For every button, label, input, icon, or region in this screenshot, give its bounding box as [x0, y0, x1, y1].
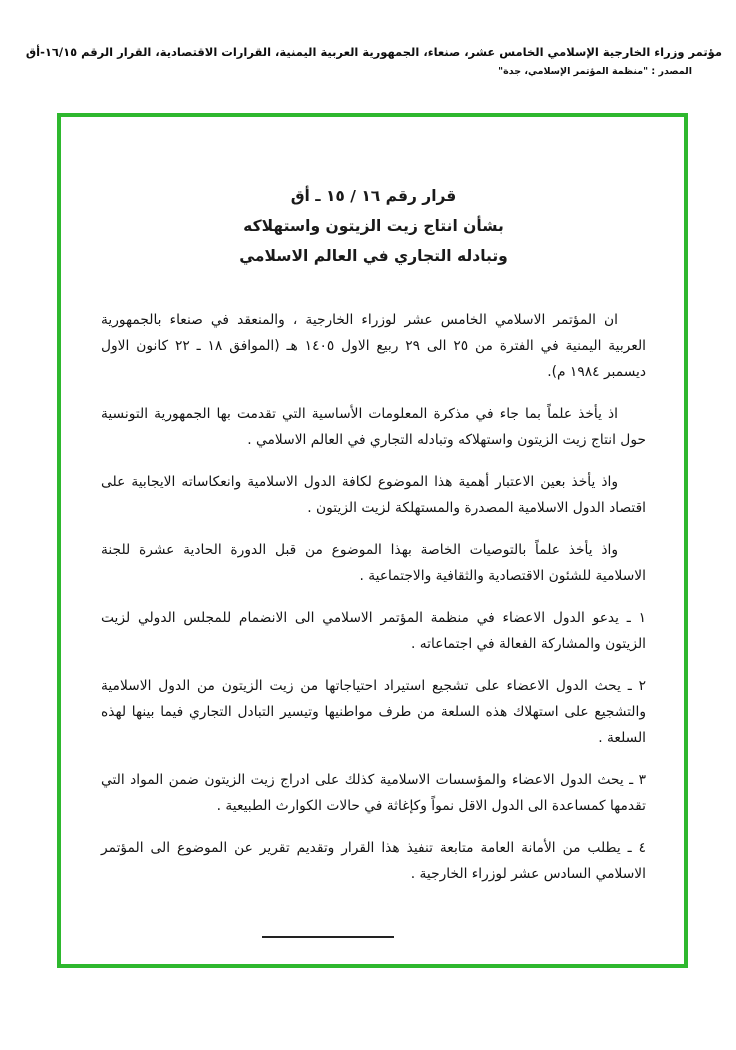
scanned-document-frame	[57, 113, 688, 968]
preamble-paragraph-4: واذ يأخذ علماً بالتوصيات الخاصة بهذا الموضوع من قبل الدورة الحادية عشرة للجنة الاسلامية للشئون الاقتصادية والثقافية والاجتماعية .	[101, 542, 646, 584]
resolution-item-2: ٢ ـ يحث الدول الاعضاء على تشجيع استيراد احتياجاتها من زيت الزيتون من الدول الاسلامية والتشجيع على استهلاك هذه السلعة من طرف مواطنيها وتيسير التبادل التجاري فيما بينها لهذه السلعة .	[101, 678, 646, 746]
citation-header: مؤتمر وزراء الخارجية الإسلامي الخامس عشر، صنعاء، الجمهورية العربية اليمنية، القرارات الاقتصادية، القرار الرقم ١٦/١٥-أق	[25, 45, 722, 59]
resolution-item-4: ٤ ـ يطلب من الأمانة العامة متابعة تنفيذ هذا القرار وتقديم تقرير عن الموضوع الى المؤتمر الاسلامي السادس عشر لوزراء الخارجية .	[101, 840, 646, 882]
resolution-subject-line1: بشأن انتاج زيت الزيتون واستهلاكه	[243, 217, 504, 235]
resolution-subject-line2: وتبادله التجاري في العالم الاسلامي	[239, 247, 508, 265]
document-body	[61, 117, 684, 964]
source-line: المصدر : "منظمة المؤتمر الإسلامي، جدة"	[498, 66, 692, 77]
end-rule	[262, 936, 394, 938]
preamble-paragraph-2: اذ يأخذ علماً بما جاء في مذكرة المعلومات الأساسية التي تقدمت بها الجمهورية التونسية حول انتاج زيت الزيتون واستهلاكه وتبادله التجاري في العالم الاسلامي .	[101, 406, 646, 448]
preamble-paragraph-1: ان المؤتمر الاسلامي الخامس عشر لوزراء الخارجية ، والمنعقد في صنعاء بالجمهورية العربية اليمنية في الفترة من ٢٥ الى ٢٩ ربيع الاول ١٤٠٥ هـ (الموافق ١٨ ـ ٢٢ كانون الاول ديسمبر ١٩٨٤ م).	[101, 312, 646, 380]
resolution-title	[131, 181, 616, 271]
resolution-item-3: ٣ ـ يحث الدول الاعضاء والمؤسسات الاسلامية كذلك على ادراج زيت الزيتون ضمن المواد التي تقدمها كمساعدة الى الدول الاقل نمواً وكإغاثة في حالات الكوارث الطبيعية .	[101, 772, 646, 814]
resolution-item-1: ١ ـ يدعو الدول الاعضاء في منظمة المؤتمر الاسلامي الى الانضمام للمجلس الدولي لزيت الزيتون والمشاركة الفعالة في اجتماعاته .	[101, 610, 646, 652]
preamble-paragraph-3: واذ يأخذ بعين الاعتبار أهمية هذا الموضوع لكافة الدول الاسلامية وانعكاساته الايجابية على اقتصاد الدول الاسلامية المصدرة والمستهلكة لزيت الزيتون .	[101, 474, 646, 516]
resolution-number: قرار رقم ١٦ / ١٥ ـ أق	[290, 187, 457, 205]
